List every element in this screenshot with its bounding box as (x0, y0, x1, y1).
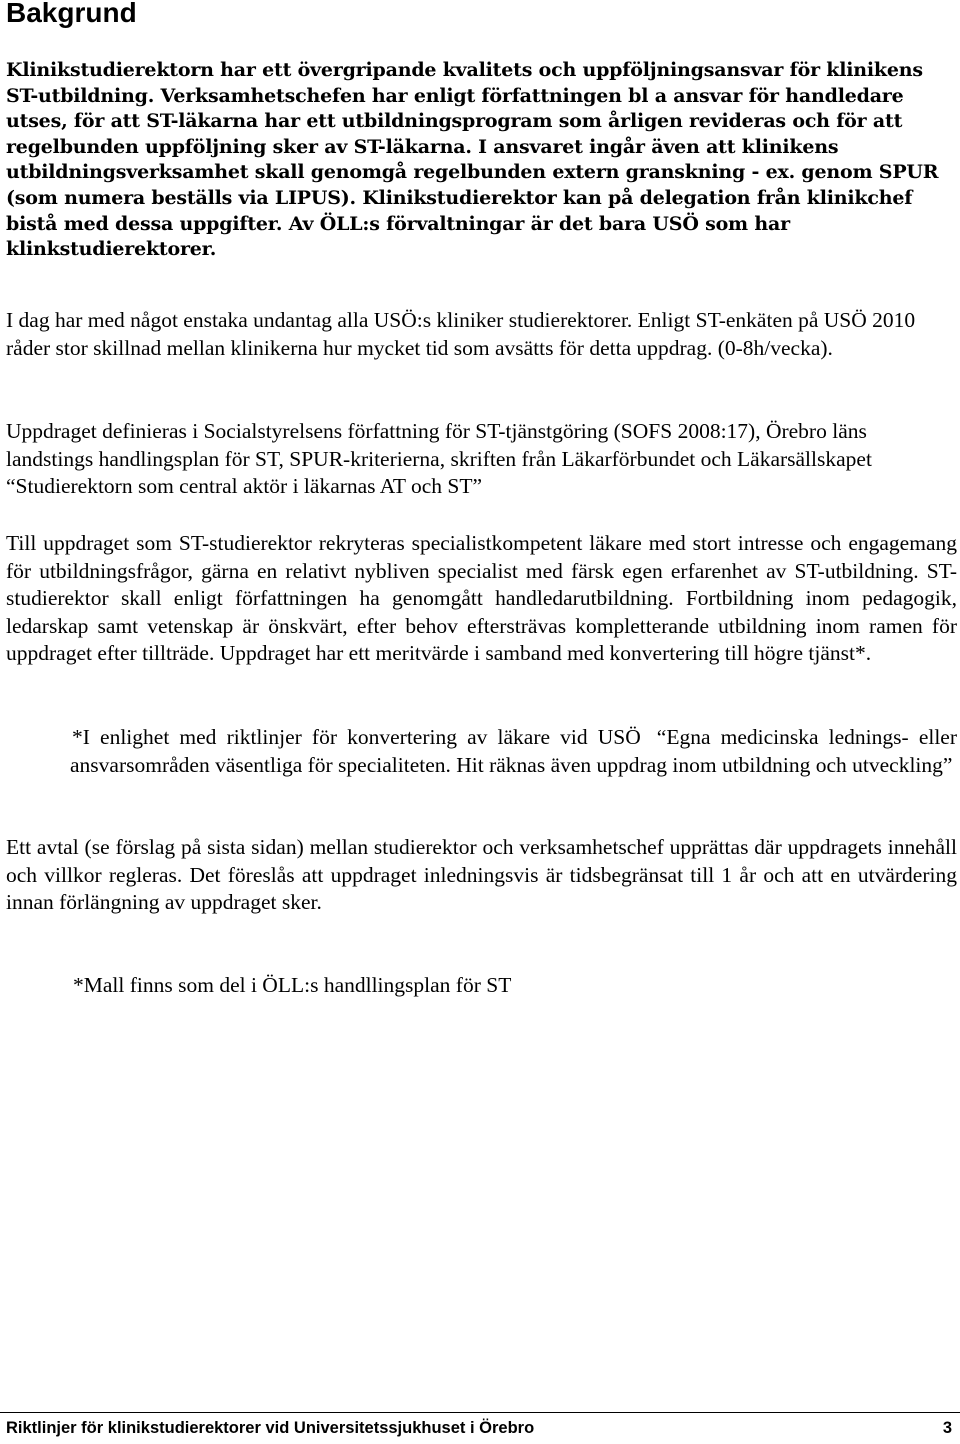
footer-title: Riktlinjer för klinikstudierektorer vid Universitetssjukhuset i Örebro (6, 1419, 535, 1437)
page-footer (0, 1410, 960, 1444)
section-heading: Bakgrund (6, 0, 137, 28)
mall-footnote: *Mall finns som del i ÖLL:s handllingsplan för ST (73, 973, 512, 997)
rekrytering-paragraph: Till uppdraget som ST-studierektor rekryteras specialistkompetent läkare med stort intresse och engagemang för utbildningsfrågor, gärna en relativt nybliven specialist med färsk egen erfarenhet av ST-utbildning. ST-studierektor skall enligt författningen ha genomgått handledarutbildning. Fortbildning inom pedagogik, ledarskap samt vetenskap är önskvärt, efter behov eftersträvas kompletterande utbildning inom ramen för uppdraget efter tillträde. Uppdraget har ett meritvärde i samband med konvertering till högre tjänst*. (6, 531, 957, 666)
avtal-paragraph: Ett avtal (se förslag på sista sidan) mellan studierektor och verksamhetschef upprättas där uppdragets innehåll och villkor regleras. Det föreslås att uppdraget inledningsvis är tidsbegränsat till 1 år och att en utvärdering innan förlängning av uppdraget sker. (6, 835, 957, 915)
konvertering-footnote (6, 724, 957, 779)
footnote-part-a: *I enlighet med riktlinjer för konvertering av läkare vid USÖ (72, 725, 641, 749)
footnote-part-c: ansvarsområden väsentliga för specialiteten. Hit räknas även uppdrag inom utbildning och utveckling” (70, 752, 953, 777)
usö-studierektorer-paragraph: I dag har med något enstaka undantag alla USÖ:s kliniker studierektorer. Enligt ST-enkäten på USÖ 2010 råder stor skillnad mellan klinikerna hur mycket tid som avsätts för detta uppdrag. (0-8h/vecka). (6, 308, 916, 360)
uppdraget-definition-paragraph: Uppdraget definieras i Socialstyrelsens författning för ST-tjänstgöring (SOFS 2008:17), Örebro läns landstings handlingsplan för ST, SPUR-kriterierna, skriften från Läkarförbundet och Läkarsällskapet “Studierektorn som central aktör i läkarnas AT och ST” (6, 419, 872, 499)
footnote-part-b: “Egna medicinska lednings- eller (656, 725, 958, 749)
footer-divider (0, 1412, 960, 1413)
intro-paragraph: Klinikstudierektorn har ett övergripande kvalitets och uppföljningsansvar för klinikens ST-utbildning. Verksamhetschefen har enligt författningen bl a ansvar för handledare utses, för att ST-läkarna har ett utbildningsprogram som årligen revideras och för att regelbunden uppföljning sker av ST-läkarna. I ansvaret ingår även att klinikens utbildningsverksamhet skall genomgå regelbunden extern granskning - ex. genom SPUR (som numera beställs via LIPUS). Klinikstudierektor kan på delegation från klinikchef bistå med dessa uppgifter. Av ÖLL:s förvaltningar är det bara USÖ som har klinkstudierektorer. (6, 59, 939, 261)
page-number: 3 (942, 1419, 952, 1437)
